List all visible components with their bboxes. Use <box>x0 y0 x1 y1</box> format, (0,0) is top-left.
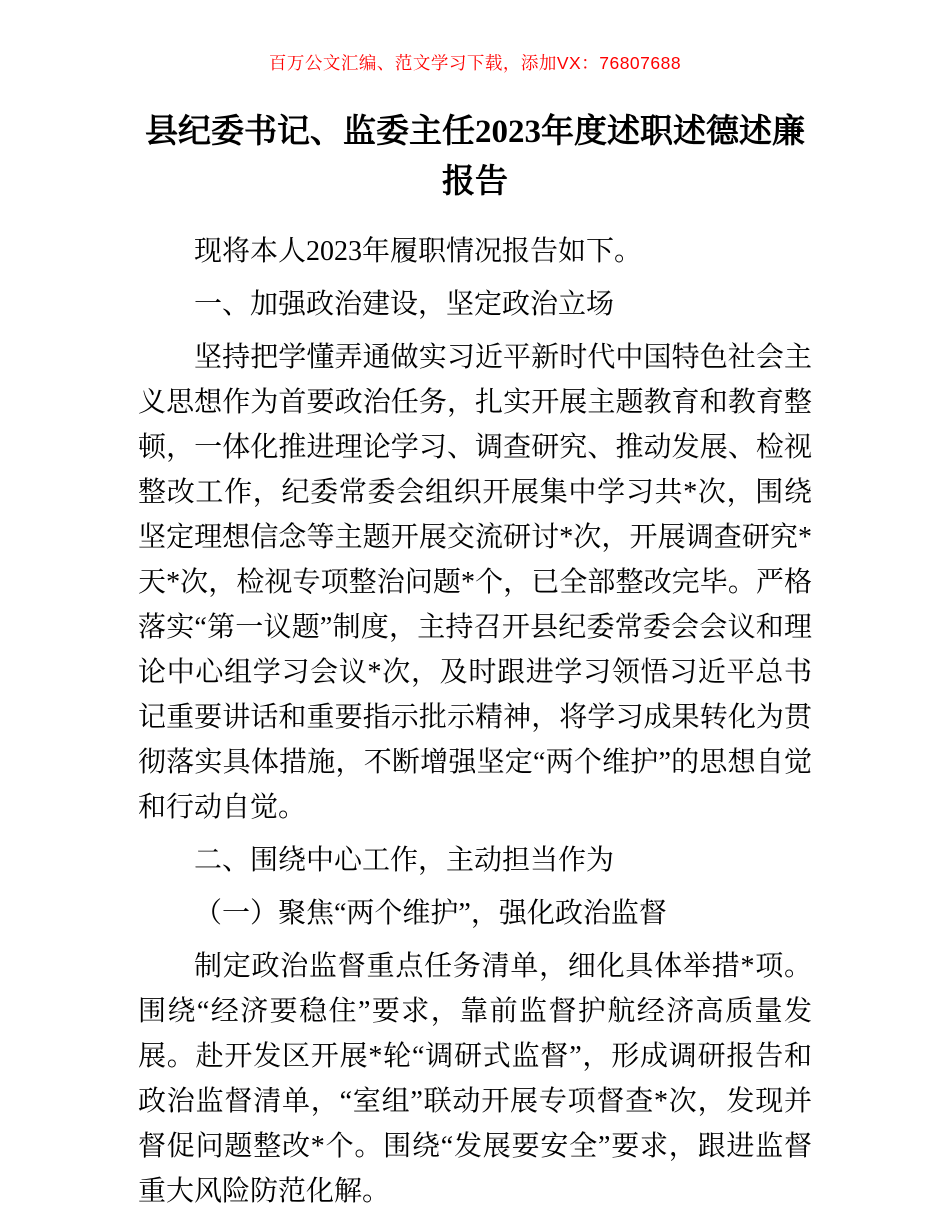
paragraph-body-2: 制定政治监督重点任务清单，细化具体举措*项。围绕“经济要稳住”要求，靠前监督护航经济高质量发展。赴开发区开展*轮“调研式监督”，形成调研报告和政治监督清单，“室组”联动开展专项督查*次，发现并督促问题整改*个。围绕“发展要安全”要求，跟进监督重大风险防范化解。 <box>138 951 812 1207</box>
paragraph-intro: 现将本人2023年履职情况报告如下。 <box>194 236 643 267</box>
section-heading-2: 二、围绕中心工作，主动担当作为 <box>194 845 615 876</box>
promo-banner: 百万公文汇编、范文学习下载，添加VX：76807688 <box>268 53 682 73</box>
subsection-heading-1: （一）聚焦“两个维护”，强化政治监督 <box>194 898 667 929</box>
paragraph-body-1: 坚持把学懂弄通做实习近平新时代中国特色社会主义思想作为首要政治任务，扎实开展主题教育和教育整顿，一体化推进理论学习、调查研究、推动发展、检视整改工作，纪委常委会组织开展集中学习共*次，围绕坚定理想信念等主题开展交流研讨*次，开展调查研究*天*次，检视专项整治问题*个，已全部整改完毕。严格落实“第一议题”制度，主持召开县纪委常委会会议和理论中心组学习会议*次，及时跟进学习领悟习近平总书记重要讲话和重要指示批示精神，将学习成果转化为贯彻落实具体措施，不断增强坚定“两个维护”的思想自觉和行动自觉。 <box>138 342 812 823</box>
document-title: 县纪委书记、监委主任2023年度述职述德述廉报告 <box>145 114 805 200</box>
section-heading-1: 一、加强政治建设，坚定政治立场 <box>194 289 615 320</box>
